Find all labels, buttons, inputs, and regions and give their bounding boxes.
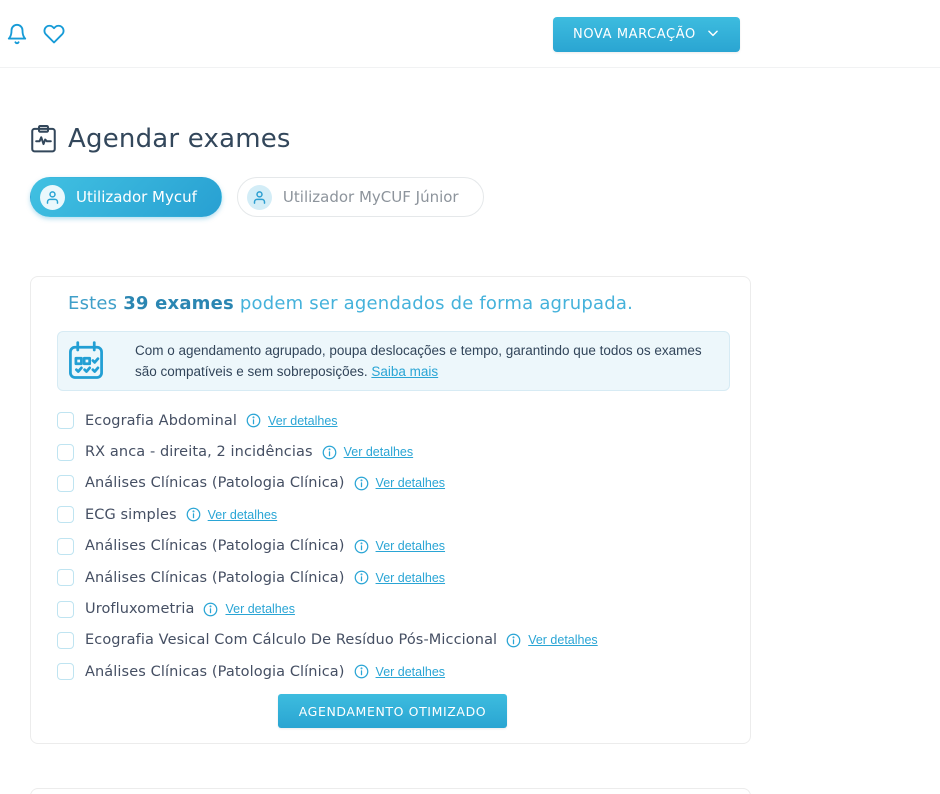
info-text-body: Com o agendamento agrupado, poupa deslocações e tempo, garantindo que todos os exames são compatíveis e sem sobreposições.: [135, 343, 702, 379]
exam-name: Análises Clínicas (Patologia Clínica): [85, 663, 345, 680]
grouped-exams-card: [30, 276, 751, 744]
info-icon[interactable]: [322, 445, 337, 460]
top-header: [0, 0, 940, 68]
exam-details-link[interactable]: Ver detalhes: [375, 539, 446, 554]
exam-name: Análises Clínicas (Patologia Clínica): [85, 538, 345, 555]
chevron-down-icon: [706, 26, 720, 44]
exam-row: [57, 593, 728, 624]
grouped-exams-heading: [68, 293, 728, 314]
favorites-heart-icon[interactable]: [43, 23, 65, 45]
exam-name: Urofluxometria: [85, 601, 195, 618]
optimized-booking-button[interactable]: AGENDAMENTO OTIMIZADO: [278, 694, 508, 728]
header-icon-group: [6, 23, 65, 45]
exam-name: Análises Clínicas (Patologia Clínica): [85, 569, 345, 586]
exam-name: Análises Clínicas (Patologia Clínica): [85, 475, 345, 492]
info-icon[interactable]: [354, 664, 369, 679]
page-title-row: [30, 124, 910, 154]
exam-details-link[interactable]: Ver detalhes: [343, 445, 414, 460]
exam-checkbox[interactable]: [57, 412, 74, 429]
exam-checkbox[interactable]: [57, 538, 74, 555]
exam-row: [57, 405, 728, 436]
heading-exam-count: 39 exames: [123, 293, 234, 314]
exam-checkbox[interactable]: [57, 475, 74, 492]
user-tab-mycuf[interactable]: [30, 177, 222, 217]
exam-name: Ecografia Vesical Com Cálculo De Resíduo Pós-Miccional: [85, 632, 498, 649]
clipboard-pulse-icon: [30, 124, 57, 154]
info-icon[interactable]: [506, 633, 521, 648]
exam-checkbox[interactable]: [57, 632, 74, 649]
grouped-booking-info-box: [57, 331, 730, 391]
grouped-booking-info-text: [135, 340, 715, 382]
exam-details-link[interactable]: Ver detalhes: [268, 413, 338, 428]
exam-details-link[interactable]: Ver detalhes: [375, 570, 446, 585]
info-icon[interactable]: [246, 413, 261, 428]
exam-row: [57, 468, 728, 499]
exam-checkbox[interactable]: [57, 444, 74, 461]
exam-details-link[interactable]: Ver detalhes: [375, 476, 446, 491]
info-icon[interactable]: [203, 602, 218, 617]
exam-name: RX anca - direita, 2 incidências: [85, 444, 313, 461]
exam-details-link[interactable]: Ver detalhes: [225, 602, 295, 617]
exam-row: [57, 625, 728, 656]
next-card-top-edge: [30, 788, 751, 794]
exam-checkbox[interactable]: [57, 663, 74, 680]
exam-name: ECG simples: [85, 506, 177, 523]
exam-details-link[interactable]: Ver detalhes: [207, 507, 278, 522]
exam-checkbox[interactable]: [57, 569, 74, 586]
exam-row: [57, 656, 728, 681]
exam-details-link[interactable]: Ver detalhes: [375, 664, 446, 679]
submit-wrap: [57, 694, 728, 728]
user-avatar-icon: [40, 185, 65, 210]
main-content: [0, 124, 940, 794]
heading-suffix: podem ser agendados de forma agrupada.: [233, 293, 634, 314]
exam-list: [57, 405, 728, 681]
user-tabs: [30, 177, 910, 217]
exam-details-link[interactable]: Ver detalhes: [528, 633, 598, 648]
user-tab-label: Utilizador Mycuf: [76, 188, 197, 206]
page-title: Agendar exames: [68, 124, 291, 154]
exam-row: [57, 436, 728, 467]
user-tab-mycuf-junior[interactable]: [237, 177, 484, 217]
heading-prefix: Estes: [68, 293, 124, 314]
exam-checkbox[interactable]: [57, 601, 74, 618]
new-booking-button[interactable]: [553, 17, 740, 52]
new-booking-label: NOVA MARCAÇÃO: [573, 27, 696, 42]
user-tab-label: Utilizador MyCUF Júnior: [282, 188, 459, 206]
info-icon[interactable]: [354, 570, 369, 585]
exam-row: [57, 531, 728, 562]
exam-row: [57, 499, 728, 530]
exam-checkbox[interactable]: [57, 506, 74, 523]
notifications-bell-icon[interactable]: [6, 23, 28, 45]
info-icon[interactable]: [354, 539, 369, 554]
calendar-check-icon: [64, 339, 108, 383]
saiba-mais-link[interactable]: Saiba mais: [371, 364, 439, 379]
user-avatar-icon: [247, 185, 272, 210]
info-icon[interactable]: [186, 507, 201, 522]
exam-name: Ecografia Abdominal: [85, 412, 238, 429]
info-icon[interactable]: [354, 476, 369, 491]
exam-row: [57, 562, 728, 593]
